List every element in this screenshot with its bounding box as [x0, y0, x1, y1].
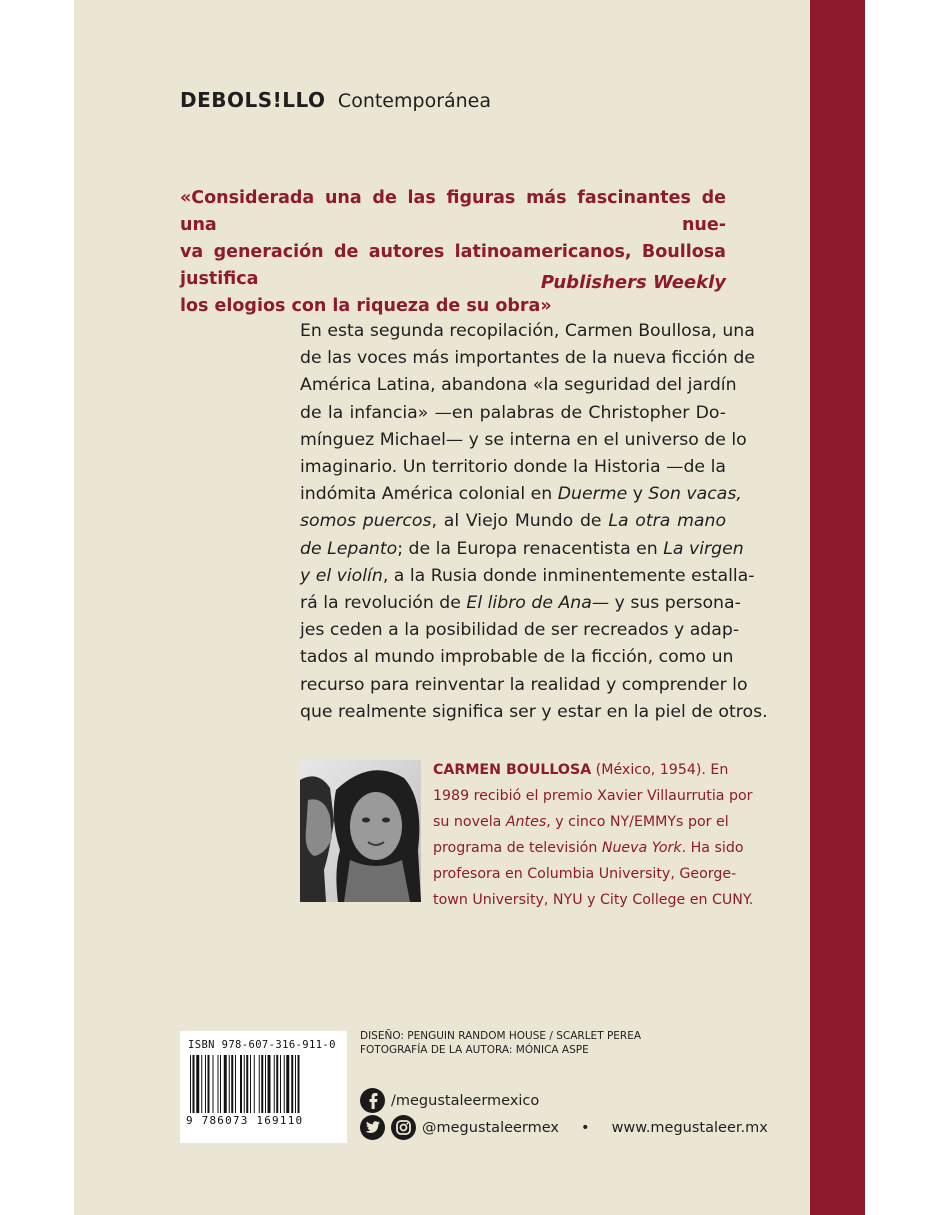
title-son-vacas: Son vacas, [648, 484, 742, 505]
synopsis-line: recurso para reinventar la realidad y comprender lo [300, 674, 748, 695]
quote-source: Publishers Weekly [540, 272, 726, 293]
synopsis-line: En esta segunda recopilación, Carmen Boullosa, una [300, 321, 755, 341]
bio-line: CARMEN BOULLOSA (México, 1954). En [433, 762, 729, 778]
author-photo [300, 760, 421, 902]
synopsis-line: tados al mundo improbable de la ficción, como un [300, 647, 734, 668]
synopsis-line: de la infancia» —en palabras de Christopher Do- [300, 402, 726, 423]
synopsis-line: rá la revolución de El libro de Ana— y sus persona- [300, 593, 741, 614]
synopsis-line: de Lepanto; de la Europa renacentista en La virgen [300, 538, 744, 559]
synopsis-line: jes ceden a la posibilidad de ser recreados y adap- [300, 620, 740, 641]
separator-bullet: • [581, 1119, 590, 1136]
facebook-icon[interactable] [360, 1088, 385, 1113]
title-nueva-york: Nueva York [601, 840, 682, 856]
blurb-quote [180, 185, 726, 320]
website-link[interactable]: www.megustaleer.mx [611, 1119, 768, 1136]
title-somos-puercos: somos puercos [300, 511, 432, 532]
author-bio [433, 757, 754, 913]
bio-line: town University, NYU y City College en CUNY. [433, 892, 754, 908]
title-el-violin: y el violín [300, 565, 383, 586]
synopsis [300, 318, 768, 726]
author-photo-image [300, 760, 421, 902]
barcode-digits: 9 786073 169110 [186, 1114, 304, 1127]
synopsis-line: y el violín, a la Rusia donde inminentemente estalla- [300, 565, 755, 586]
title-la-otra-mano: La otra mano [608, 511, 727, 532]
synopsis-line: mínguez Michael— y se interna en el universo de lo [300, 429, 747, 450]
title-la-virgen: La virgen [663, 538, 744, 559]
bio-line: su novela Antes, y cinco NY/EMMYs por el [433, 814, 729, 830]
series-name: Contemporánea [337, 90, 492, 112]
publisher-brand [180, 88, 491, 112]
twitter-icon[interactable] [360, 1115, 385, 1140]
twitter-instagram-handle[interactable]: @megustaleermex [422, 1119, 560, 1136]
barcode-panel [180, 1031, 347, 1143]
facebook-handle[interactable]: /megustaleermexico [391, 1092, 540, 1109]
quote-line: los elogios con la riqueza de su obra» [180, 296, 552, 316]
synopsis-line: que realmente significa ser y estar en la piel de otros. [300, 701, 768, 722]
synopsis-line: América Latina, abandona «la seguridad del jardín [300, 375, 737, 396]
quote-line: va generación de autores latinoamericanos, Boullosa justifica [180, 242, 726, 289]
design-credit: DISEÑO: PENGUIN RANDOM HOUSE / SCARLET PEREA [360, 1030, 642, 1042]
facebook-row [360, 1088, 539, 1113]
isbn-label: ISBN 978-607-316-911-0 [188, 1039, 336, 1051]
title-de-lepanto: de Lepanto [300, 538, 398, 559]
title-duerme: Duerme [557, 484, 628, 505]
quote-line: «Considerada una de las figuras más fascinantes de una nue- [180, 188, 726, 235]
social-row-2 [360, 1115, 768, 1140]
synopsis-line: indómita América colonial en Duerme y Son vacas, [300, 484, 742, 505]
bio-line: 1989 recibió el premio Xavier Villaurrutia por [433, 788, 753, 804]
instagram-icon[interactable] [391, 1115, 416, 1140]
bio-line: programa de televisión Nueva York. Ha sido [433, 840, 744, 856]
synopsis-line: imaginario. Un territorio donde la Historia —de la [300, 457, 726, 478]
title-el-libro-de-ana: El libro de Ana [466, 593, 592, 614]
author-name: CARMEN BOULLOSA [433, 762, 592, 778]
publisher-logo: DEBOLS!LLO [180, 88, 326, 112]
title-antes: Antes [505, 814, 547, 830]
spine-band [810, 0, 865, 1215]
photo-credit: FOTOGRAFÍA DE LA AUTORA: MÓNICA ASPE [360, 1044, 589, 1056]
credits [360, 1029, 641, 1057]
barcode-icon [190, 1055, 340, 1115]
synopsis-line: somos puercos, al Viejo Mundo de La otra mano [300, 511, 727, 532]
synopsis-line: de las voces más importantes de la nueva ficción de [300, 348, 755, 369]
bio-line: profesora en Columbia University, George- [433, 866, 737, 882]
